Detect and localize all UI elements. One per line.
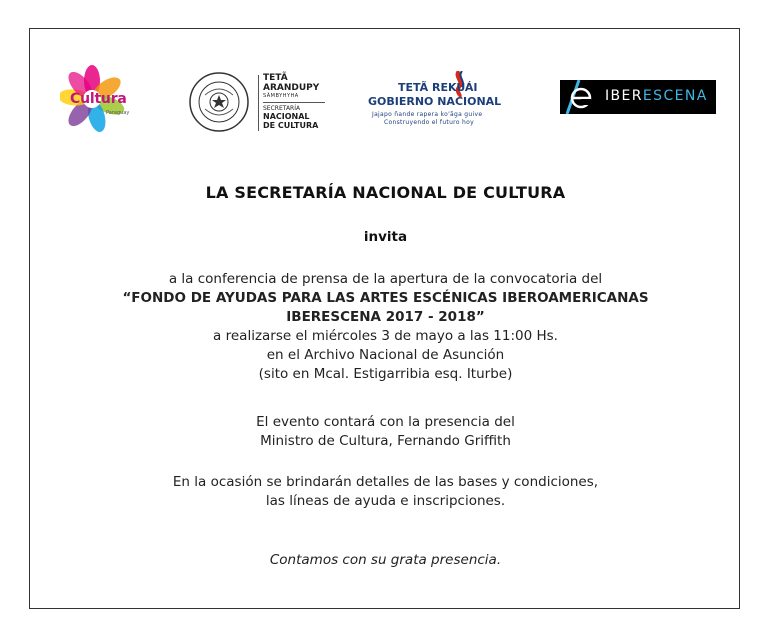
secretaria-line5: NACIONAL xyxy=(263,112,310,121)
closing-line: Contamos con su grata presencia. xyxy=(269,552,502,568)
secretaria-logo-text xyxy=(263,73,343,130)
secretaria-line2: ARANDUPY xyxy=(263,83,320,93)
iberescena-suffix: ESCENA xyxy=(642,88,708,104)
gobierno-nacional-logo xyxy=(368,71,508,131)
presence-line: Ministro de Cultura, Fernando Griffith xyxy=(260,433,511,449)
secretaria-line3: SÃMBYHYHA xyxy=(263,93,299,99)
secretaria-line4: SECRETARÍA xyxy=(263,102,325,112)
iberescena-logo xyxy=(560,80,716,114)
invita-label: invita xyxy=(363,229,408,245)
invitation-card xyxy=(29,28,740,609)
secretaria-line1: TETÃ xyxy=(263,73,288,83)
details-line: (sito en Mcal. Estigarribia esq. Iturbe) xyxy=(258,366,513,382)
iberescena-e-icon xyxy=(563,80,593,114)
cultura-logo xyxy=(60,65,150,135)
presence-line: El evento contará con la presencia del xyxy=(256,414,515,430)
occasion-line: las líneas de ayuda e inscripciones. xyxy=(265,493,506,509)
fund-title-line: IBERESCENA 2017 - 2018” xyxy=(286,309,485,325)
seal-icon xyxy=(188,71,250,133)
secretaria-line6: DE CULTURA xyxy=(263,121,319,130)
iberescena-wordmark xyxy=(605,88,708,104)
details-line: a la conferencia de prensa de la apertura de la convocatoria del xyxy=(168,271,603,287)
occasion-line: En la ocasión se brindarán detalles de las bases y condiciones, xyxy=(172,474,599,490)
details-line: a realizarse el miércoles 3 de mayo a las 11:00 Hs. xyxy=(213,328,558,344)
cultura-logo-sub: Paraguay xyxy=(106,110,130,116)
iberescena-prefix: IBER xyxy=(605,88,643,104)
details-line: en el Archivo Nacional de Asunción xyxy=(266,347,505,363)
event-details-paragraph xyxy=(30,270,741,384)
cultura-logo-word: Cultura xyxy=(70,91,127,107)
fund-title-line: “FONDO DE AYUDAS PARA LAS ARTES ESCÉNICAS IBEROAMERICANAS xyxy=(122,290,649,306)
occasion-paragraph xyxy=(30,473,741,511)
invitation-heading: LA SECRETARÍA NACIONAL DE CULTURA xyxy=(205,183,566,202)
gobierno-line3: Jajapo ñande rapera ko'ãga guive xyxy=(372,111,483,118)
gobierno-line4: Construyendo el futuro hoy xyxy=(384,119,474,126)
presence-paragraph xyxy=(30,413,741,451)
gobierno-line1: TETÃ REKUÁI xyxy=(398,81,478,94)
paraguay-seal xyxy=(188,71,250,133)
seal-divider xyxy=(258,75,259,131)
gobierno-line2: GOBIERNO NACIONAL xyxy=(368,95,502,108)
